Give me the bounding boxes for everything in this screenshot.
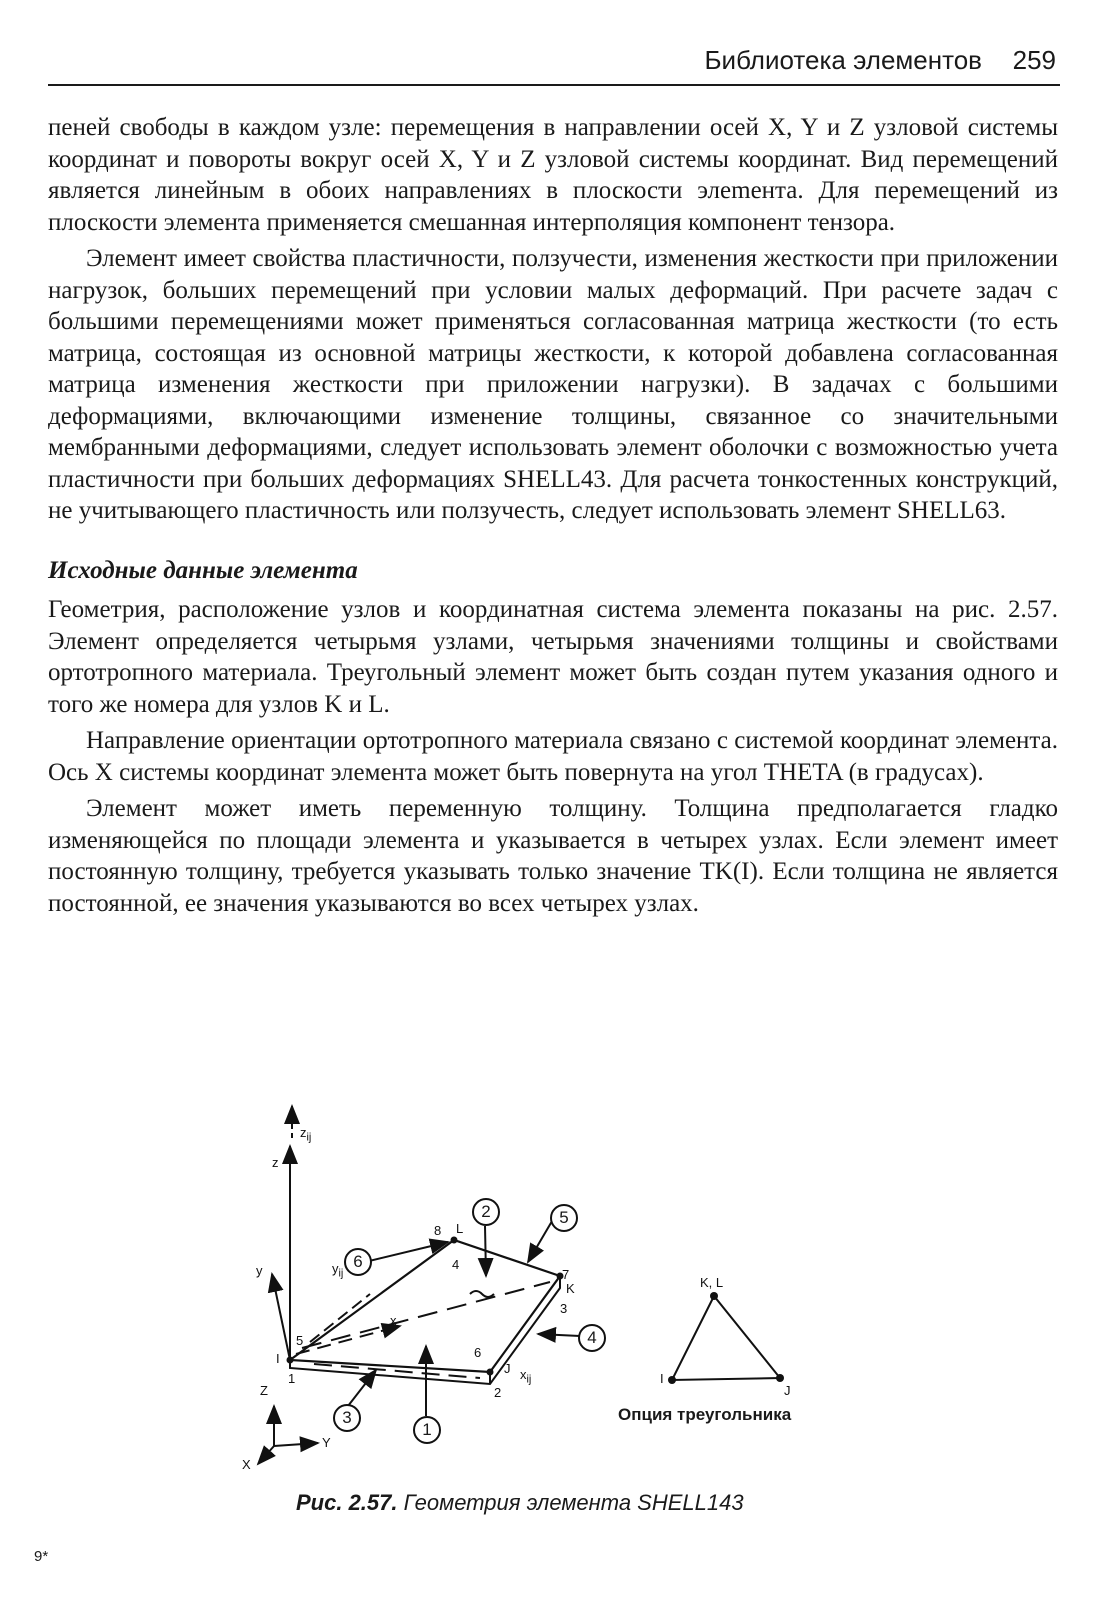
arrow-face-6 bbox=[365, 1242, 448, 1262]
callout-5: 5 bbox=[550, 1204, 578, 1232]
triad-label-z: Z bbox=[260, 1383, 268, 1398]
figure-caption-text: Геометрия элемента SHELL143 bbox=[403, 1490, 744, 1515]
triad-label-x: X bbox=[242, 1457, 251, 1472]
paragraph-properties: Элемент имеет свойства пластичности, ползучести, изменения жесткости при приложении нагрузок, больших перемещений при условии малых деформаций. При расчете задач с большими перемещениями может применяться согласованная матрица жесткости (то есть матрица, состоящая из основной матрицы жесткости, к которой добавлена согласованная матрица изменения жесткости при приложении нагрузки). В задачах с большими деформациями, включающими изменение толщины, связанное со значительными мембранными деформациями, следует использовать элемент оболочки с возможностью учета пластичности при больших деформациях SHELL43. Для расчета тонкостенных конструкций, не учитывающего пластичность или ползучесть, следует использовать элемент SHELL63. bbox=[48, 245, 1058, 524]
label-yij: $y_{ij}$ bbox=[332, 1261, 344, 1280]
label-zij: $z_{ij}$ bbox=[300, 1125, 312, 1144]
label-x: x bbox=[390, 1313, 397, 1328]
callout-2: 2 bbox=[472, 1198, 500, 1226]
signature-mark: 9* bbox=[34, 1548, 49, 1565]
label-node-2: 2 bbox=[494, 1385, 502, 1400]
section-heading: Исходные данные элемента bbox=[48, 556, 358, 584]
arrow-face-4 bbox=[538, 1334, 580, 1336]
label-node-4: 4 bbox=[452, 1257, 460, 1272]
body-text bbox=[48, 112, 1058, 924]
figure-caption bbox=[296, 1490, 744, 1516]
triangle-option-caption: Опция треугольника bbox=[618, 1405, 792, 1424]
global-y-axis bbox=[272, 1274, 290, 1360]
label-z: z bbox=[272, 1155, 279, 1170]
figure-shell143 bbox=[220, 1098, 860, 1480]
label-node-3: 3 bbox=[560, 1301, 568, 1316]
arrow-face-3 bbox=[348, 1370, 376, 1406]
label-node-6: 6 bbox=[474, 1345, 482, 1360]
page-header bbox=[48, 38, 1060, 86]
thickness-wave bbox=[470, 1291, 494, 1297]
label-node-7: 7 bbox=[562, 1267, 570, 1282]
paragraph-orientation: Направление ориентации ортотропного материала связано с системой координат элемента. Ось X системы координат элемента может быть повернута на угол THETA (в градусах). bbox=[48, 727, 1058, 786]
triad-y bbox=[274, 1443, 318, 1446]
running-title: Библиотека элементов bbox=[704, 45, 982, 75]
paragraph-geometry: Геометрия, расположение узлов и координатная система элемента показаны на рис. 2.57. Элемент определяется четырьмя узлами, четырьмя значениями толщины и свойствами ортотропного материала. Треугольный элемент может быть создан путем указания одного и того же номера для узлов K и L. bbox=[48, 596, 1058, 718]
tri-node-i bbox=[668, 1376, 676, 1384]
tri-label-kl: K, L bbox=[700, 1275, 724, 1290]
tri-label-j: J bbox=[784, 1383, 791, 1398]
label-node-8: 8 bbox=[434, 1223, 442, 1238]
triad-label-y: Y bbox=[322, 1435, 331, 1450]
callout-3: 3 bbox=[333, 1404, 361, 1432]
triad-x bbox=[258, 1446, 274, 1464]
figure-caption-number: Рис. 2.57. bbox=[296, 1490, 398, 1515]
callout-4: 4 bbox=[578, 1324, 606, 1352]
label-node-i: I bbox=[276, 1351, 280, 1366]
label-node-j: J bbox=[504, 1361, 511, 1376]
node-i bbox=[287, 1357, 294, 1364]
callout-1: 1 bbox=[413, 1416, 441, 1444]
label-xij: $x_{ij}$ bbox=[520, 1367, 532, 1386]
node-j bbox=[487, 1369, 494, 1376]
page-number: 259 bbox=[1012, 45, 1056, 75]
paragraph-dof: пеней свободы в каждом узле: перемещения в направлении осей X, Y и Z узловой системы координат и повороты вокруг осей X, Y и Z узловой системы координат. Вид перемещений является линейным в обоих направлениях в плоскости элеmента. Для перемещений из плоскости элемента применяется смешанная интерполяция компонент тензора. bbox=[48, 114, 1058, 236]
arrow-face-2 bbox=[485, 1226, 486, 1276]
yij-line bbox=[310, 1294, 370, 1342]
node-l bbox=[451, 1237, 458, 1244]
label-node-k: K bbox=[566, 1281, 575, 1296]
label-node-1: 1 bbox=[288, 1371, 296, 1386]
label-y: y bbox=[256, 1263, 263, 1278]
tri-node-j bbox=[776, 1374, 784, 1382]
callout-6: 6 bbox=[344, 1248, 372, 1276]
tri-node-kl bbox=[710, 1292, 718, 1300]
label-node-l: L bbox=[456, 1221, 464, 1236]
triangle-outline bbox=[672, 1296, 780, 1380]
paragraph-thickness: Элемент может иметь переменную толщину. Толщина предполагается гладко изменяющейся по площади элемента и указывается в четырех узлах. Если элемент имеет постоянную толщину, требуется указывать только значение TK(I). Если толщина не является постоянной, ее значения указываются во всех четырех узлах. bbox=[48, 795, 1058, 917]
tri-label-i: I bbox=[660, 1371, 664, 1386]
label-node-5: 5 bbox=[296, 1333, 304, 1348]
